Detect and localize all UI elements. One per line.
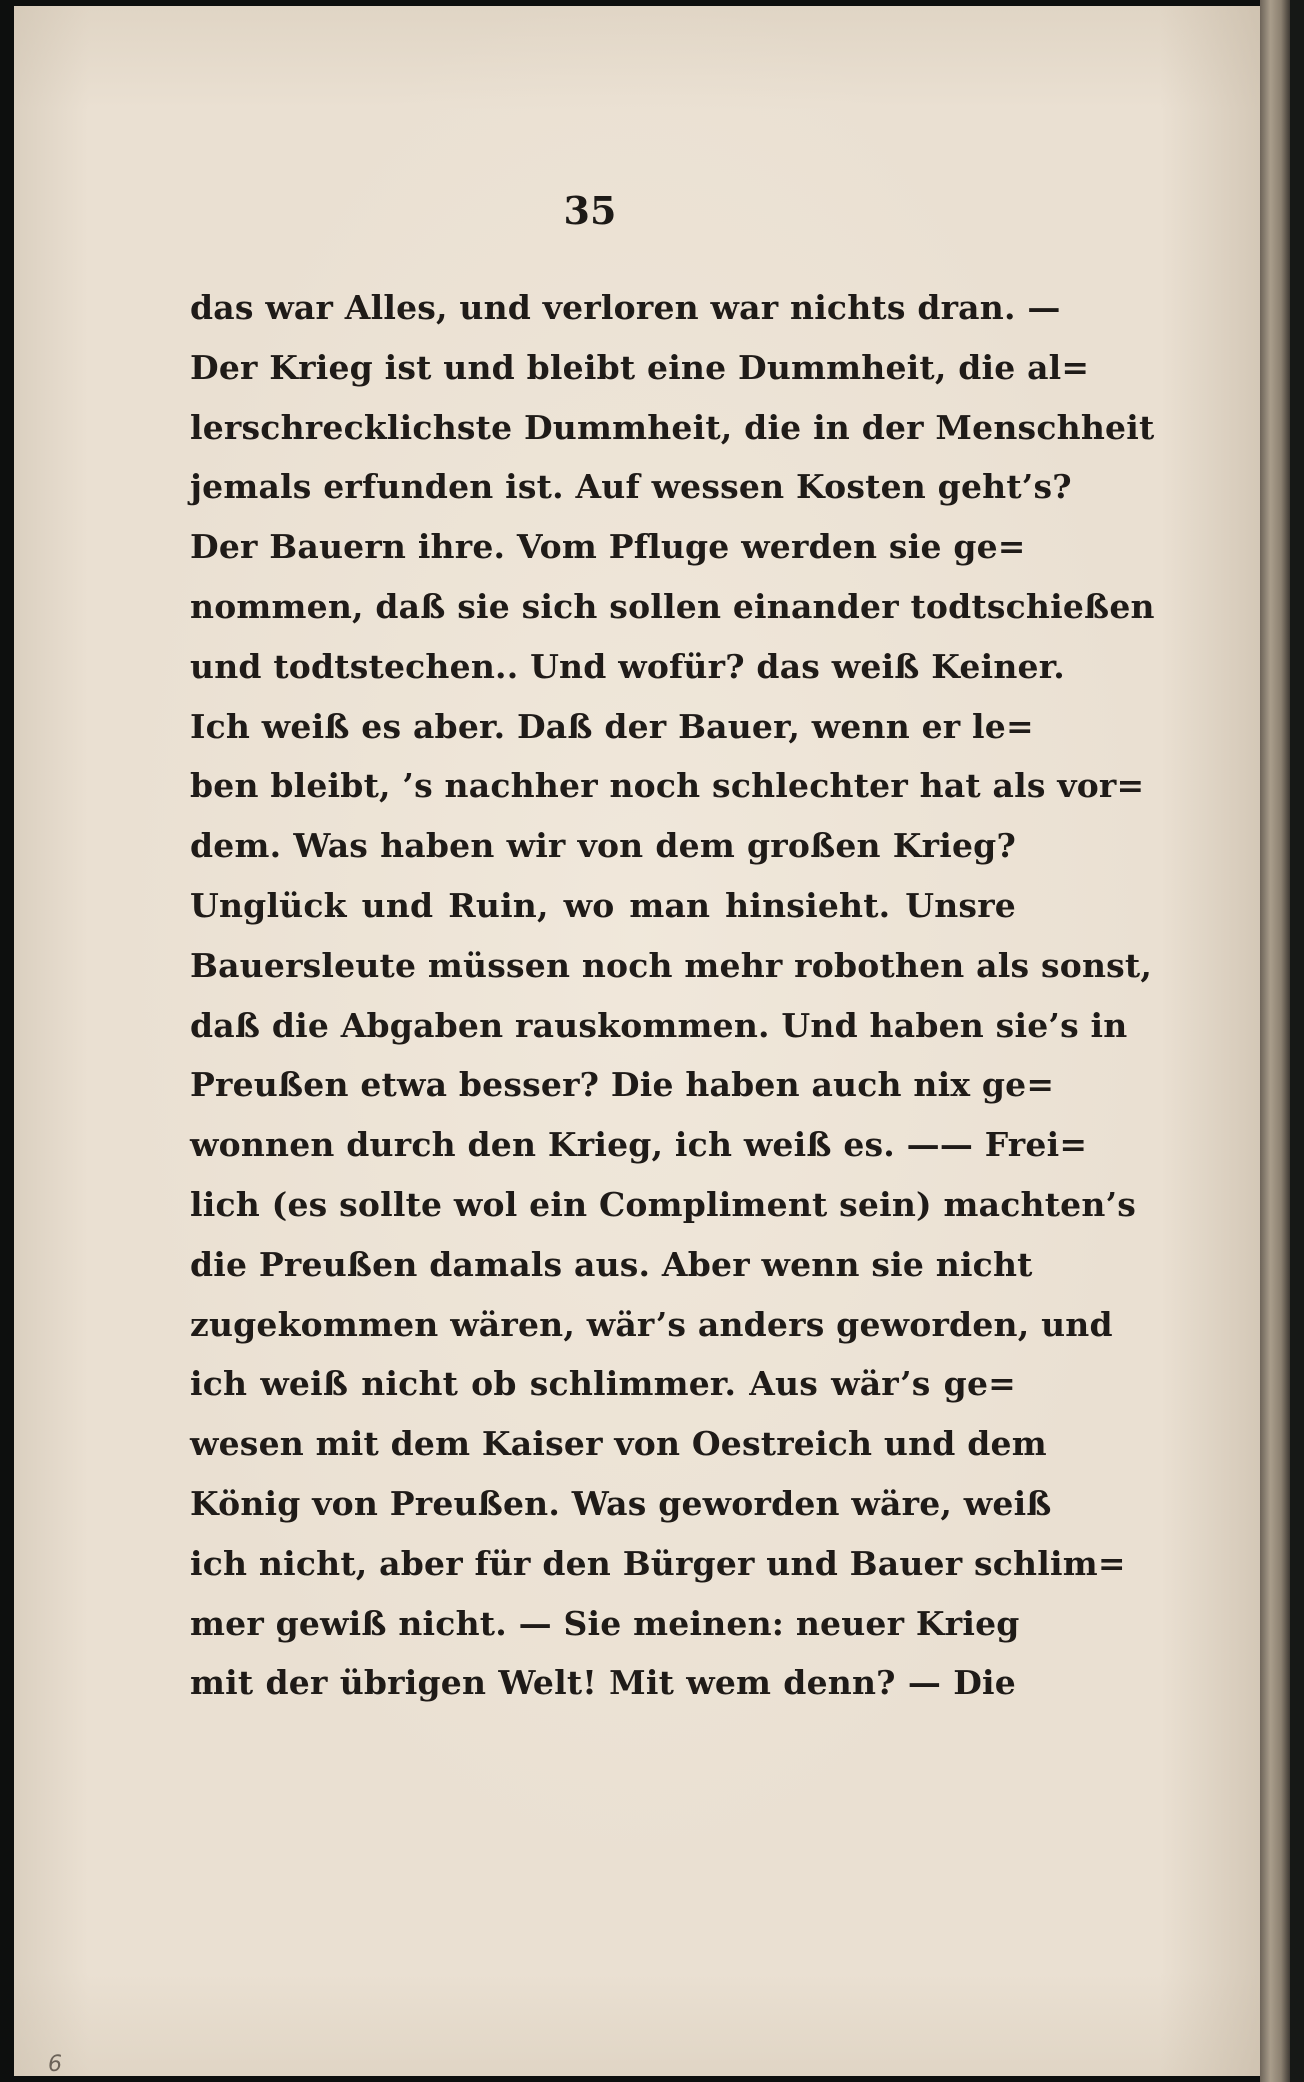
margin-mark: 6 xyxy=(48,2052,62,2077)
scan-background-edge xyxy=(1290,0,1304,2082)
text-line: jemals erfunden ist. Auf wessen Kosten geht’s? xyxy=(190,467,1072,507)
text-line: ich weiß nicht ob schlimmer. Aus wär’s ge= xyxy=(190,1364,1016,1404)
book-spine xyxy=(1260,0,1290,2082)
body-text xyxy=(190,278,1155,1713)
text-line: Bauersleute müssen noch mehr robothen als sonst, xyxy=(190,945,1153,985)
text-line: ben bleibt, ’s nachher noch schlechter hat als vor= xyxy=(190,766,1145,806)
text-line: das war Alles, und verloren war nichts dran. — xyxy=(190,288,1061,327)
text-line: mit der übrigen Welt! Mit wem denn? — Die xyxy=(190,1663,1016,1703)
page-number: 35 xyxy=(563,188,617,233)
text-line: Der Bauern ihre. Vom Pfluge werden sie ge= xyxy=(190,527,1026,567)
text-line: Der Krieg ist und bleibt eine Dummheit, die al= xyxy=(190,347,1090,387)
text-line: nommen, daß sie sich sollen einander todtschießen xyxy=(190,586,1155,626)
text-line: die Preußen damals aus. Aber wenn sie nicht xyxy=(190,1244,1033,1284)
text-line: mer gewiß nicht. — Sie meinen: neuer Krieg xyxy=(190,1603,1020,1643)
text-line: lerschrecklichste Dummheit, die in der Menschheit xyxy=(190,407,1155,447)
text-line: wonnen durch den Krieg, ich weiß es. —— Frei= xyxy=(190,1125,1088,1165)
text-line: wesen mit dem Kaiser von Oestreich und dem xyxy=(190,1424,1047,1464)
text-line: und todtstechen.. Und wofür? das weiß Keiner. xyxy=(190,646,1065,686)
text-line: Ich weiß es aber. Daß der Bauer, wenn er le= xyxy=(190,706,1034,746)
text-line: König von Preußen. Was geworden wäre, weiß xyxy=(190,1483,1052,1523)
text-line: zugekommen wären, wär’s anders geworden, und xyxy=(190,1304,1113,1344)
text-line: Unglück und Ruin, wo man hinsieht. Unsre xyxy=(190,885,1016,925)
text-line: lich (es sollte wol ein Compliment sein) machten’s xyxy=(190,1184,1137,1224)
text-line: ich nicht, aber für den Bürger und Bauer schlim= xyxy=(190,1543,1126,1583)
text-line: Preußen etwa besser? Die haben auch nix ge= xyxy=(190,1065,1055,1105)
text-line: dem. Was haben wir von dem großen Krieg? xyxy=(190,826,1016,866)
text-line: daß die Abgaben rauskommen. Und haben sie’s in xyxy=(190,1005,1128,1045)
